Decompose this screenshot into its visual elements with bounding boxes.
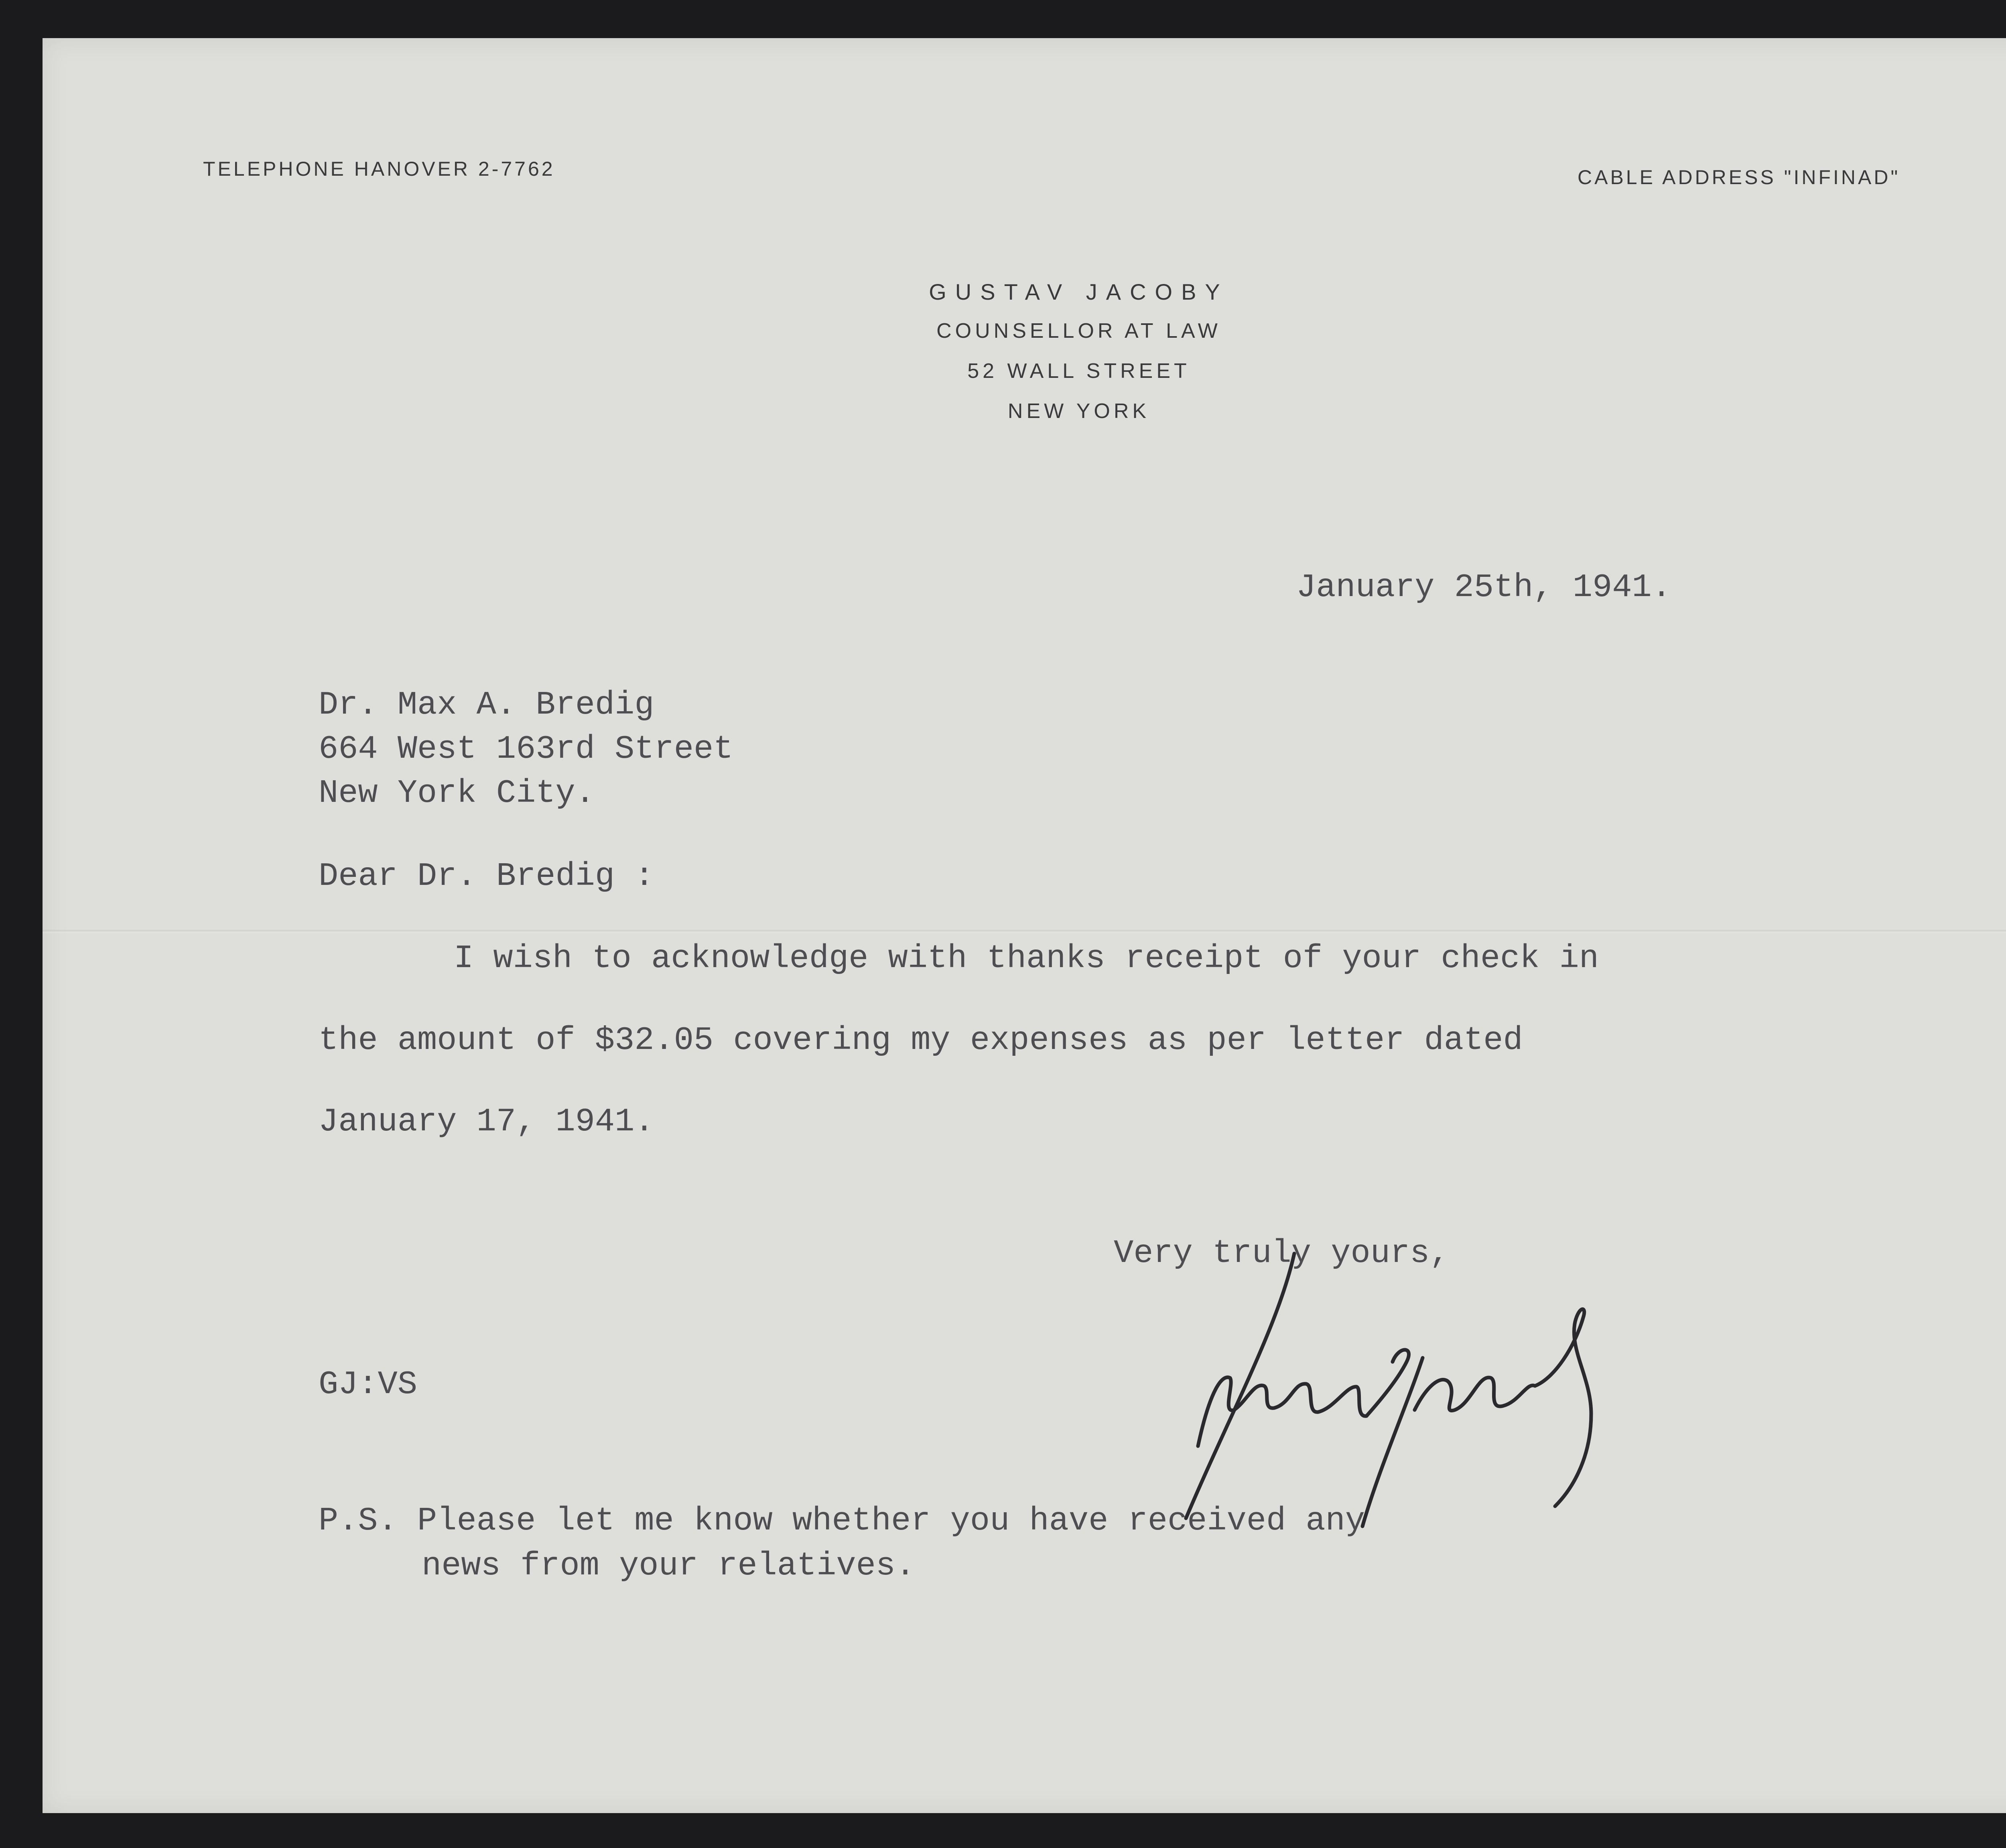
paper-fold bbox=[43, 930, 2006, 933]
letterhead-street: 52 WALL STREET bbox=[967, 359, 1190, 383]
letterhead-cable-address: CABLE ADDRESS "INFINAD" bbox=[1578, 166, 1900, 189]
letter-date: January 25th, 1941. bbox=[1296, 569, 1671, 606]
body-line: January 17, 1941. bbox=[319, 1103, 654, 1140]
letterhead-city: NEW YORK bbox=[1007, 400, 1150, 423]
postscript-line: news from your relatives. bbox=[422, 1547, 916, 1584]
letterhead-title: COUNSELLOR AT LAW bbox=[936, 319, 1221, 343]
body-line: I wish to acknowledge with thanks receipt of your check in bbox=[454, 940, 1599, 977]
typist-initials: GJ:VS bbox=[319, 1366, 418, 1403]
closing: Very truly yours, bbox=[1114, 1235, 1450, 1272]
letterhead-name: GUSTAV JACOBY bbox=[929, 279, 1229, 304]
letter-sheet bbox=[43, 38, 2006, 1813]
recipient-street: 664 West 163rd Street bbox=[319, 730, 733, 768]
handwritten-signature bbox=[1174, 1246, 1623, 1538]
postscript-line: P.S. Please let me know whether you have received any bbox=[319, 1502, 1365, 1540]
recipient-city: New York City. bbox=[319, 775, 595, 812]
body-line: the amount of $32.05 covering my expenses as per letter dated bbox=[319, 1022, 1523, 1059]
letterhead-telephone: TELEPHONE HANOVER 2-7762 bbox=[203, 158, 555, 180]
salutation: Dear Dr. Bredig : bbox=[319, 858, 654, 895]
recipient-name: Dr. Max A. Bredig bbox=[319, 686, 654, 724]
